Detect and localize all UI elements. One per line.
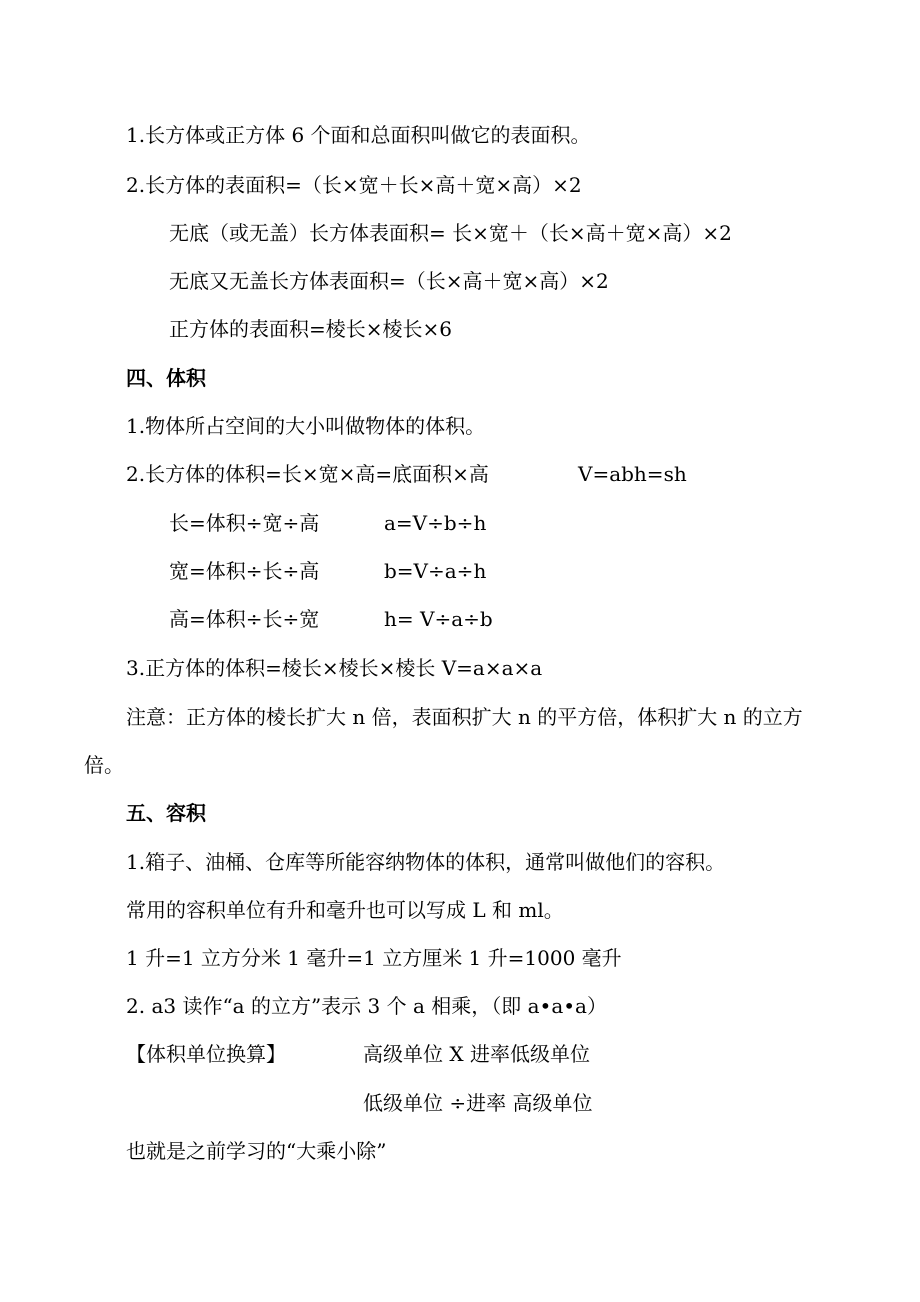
cube-power-explanation: 2. a3 读作“a 的立方”表示 3 个 a 相乘，（即 a•a•a） bbox=[126, 994, 607, 1018]
width-formula: b=V÷a÷h bbox=[384, 559, 487, 583]
note-line-1: 注意：正方体的棱长扩大 n 倍，表面积扩大 n 的平方倍，体积扩大 n 的立方 bbox=[126, 705, 803, 729]
mnemonic-line: 也就是之前学习的“大乘小除” bbox=[126, 1139, 387, 1163]
height-formula: h= V÷a÷b bbox=[384, 607, 493, 631]
cuboid-surface-area-formula: 2.长方体的表面积=（长×宽＋长×高＋宽×高）×2 bbox=[126, 173, 582, 197]
conversion-label: 【体积单位换算】 bbox=[126, 1042, 286, 1066]
width-from-volume: 宽=体积÷长÷高 bbox=[169, 559, 320, 583]
volume-definition: 1.物体所占空间的大小叫做物体的体积。 bbox=[126, 414, 486, 438]
no-bottom-surface-formula: 无底（或无盖）长方体表面积= 长×宽＋（长×高＋宽×高）×2 bbox=[169, 221, 732, 245]
cube-volume-formula: 3.正方体的体积=棱长×棱长×棱长 V=a×a×a bbox=[126, 656, 543, 680]
section-four-heading: 四、体积 bbox=[126, 366, 206, 390]
length-formula: a=V÷b÷h bbox=[384, 511, 487, 535]
capacity-units: 常用的容积单位有升和毫升也可以写成 L 和 ml。 bbox=[126, 898, 564, 922]
length-from-volume: 长=体积÷宽÷高 bbox=[169, 511, 320, 535]
cube-surface-area-formula: 正方体的表面积=棱长×棱长×6 bbox=[169, 317, 452, 341]
cuboid-volume-text: 2.长方体的体积=长×宽×高=底面积×高 bbox=[126, 462, 489, 486]
height-from-volume: 高=体积÷长÷宽 bbox=[169, 607, 320, 631]
section-five-heading: 五、容积 bbox=[126, 801, 206, 825]
cuboid-volume-formula: V=abh=sh bbox=[578, 462, 687, 486]
no-bottom-no-lid-surface-formula: 无底又无盖长方体表面积=（长×高＋宽×高）×2 bbox=[169, 269, 609, 293]
unit-relations: 1 升=1 立方分米 1 毫升=1 立方厘米 1 升=1000 毫升 bbox=[126, 946, 622, 970]
capacity-definition: 1.箱子、油桶、仓库等所能容纳物体的体积，通常叫做他们的容积。 bbox=[126, 850, 726, 874]
conversion-rule-divide: 低级单位 ÷进率 高级单位 bbox=[363, 1091, 593, 1115]
conversion-rule-multiply: 高级单位 X 进率低级单位 bbox=[363, 1042, 590, 1066]
surface-area-definition: 1.长方体或正方体 6 个面和总面积叫做它的表面积。 bbox=[126, 123, 591, 147]
note-line-2: 倍。 bbox=[84, 753, 124, 777]
